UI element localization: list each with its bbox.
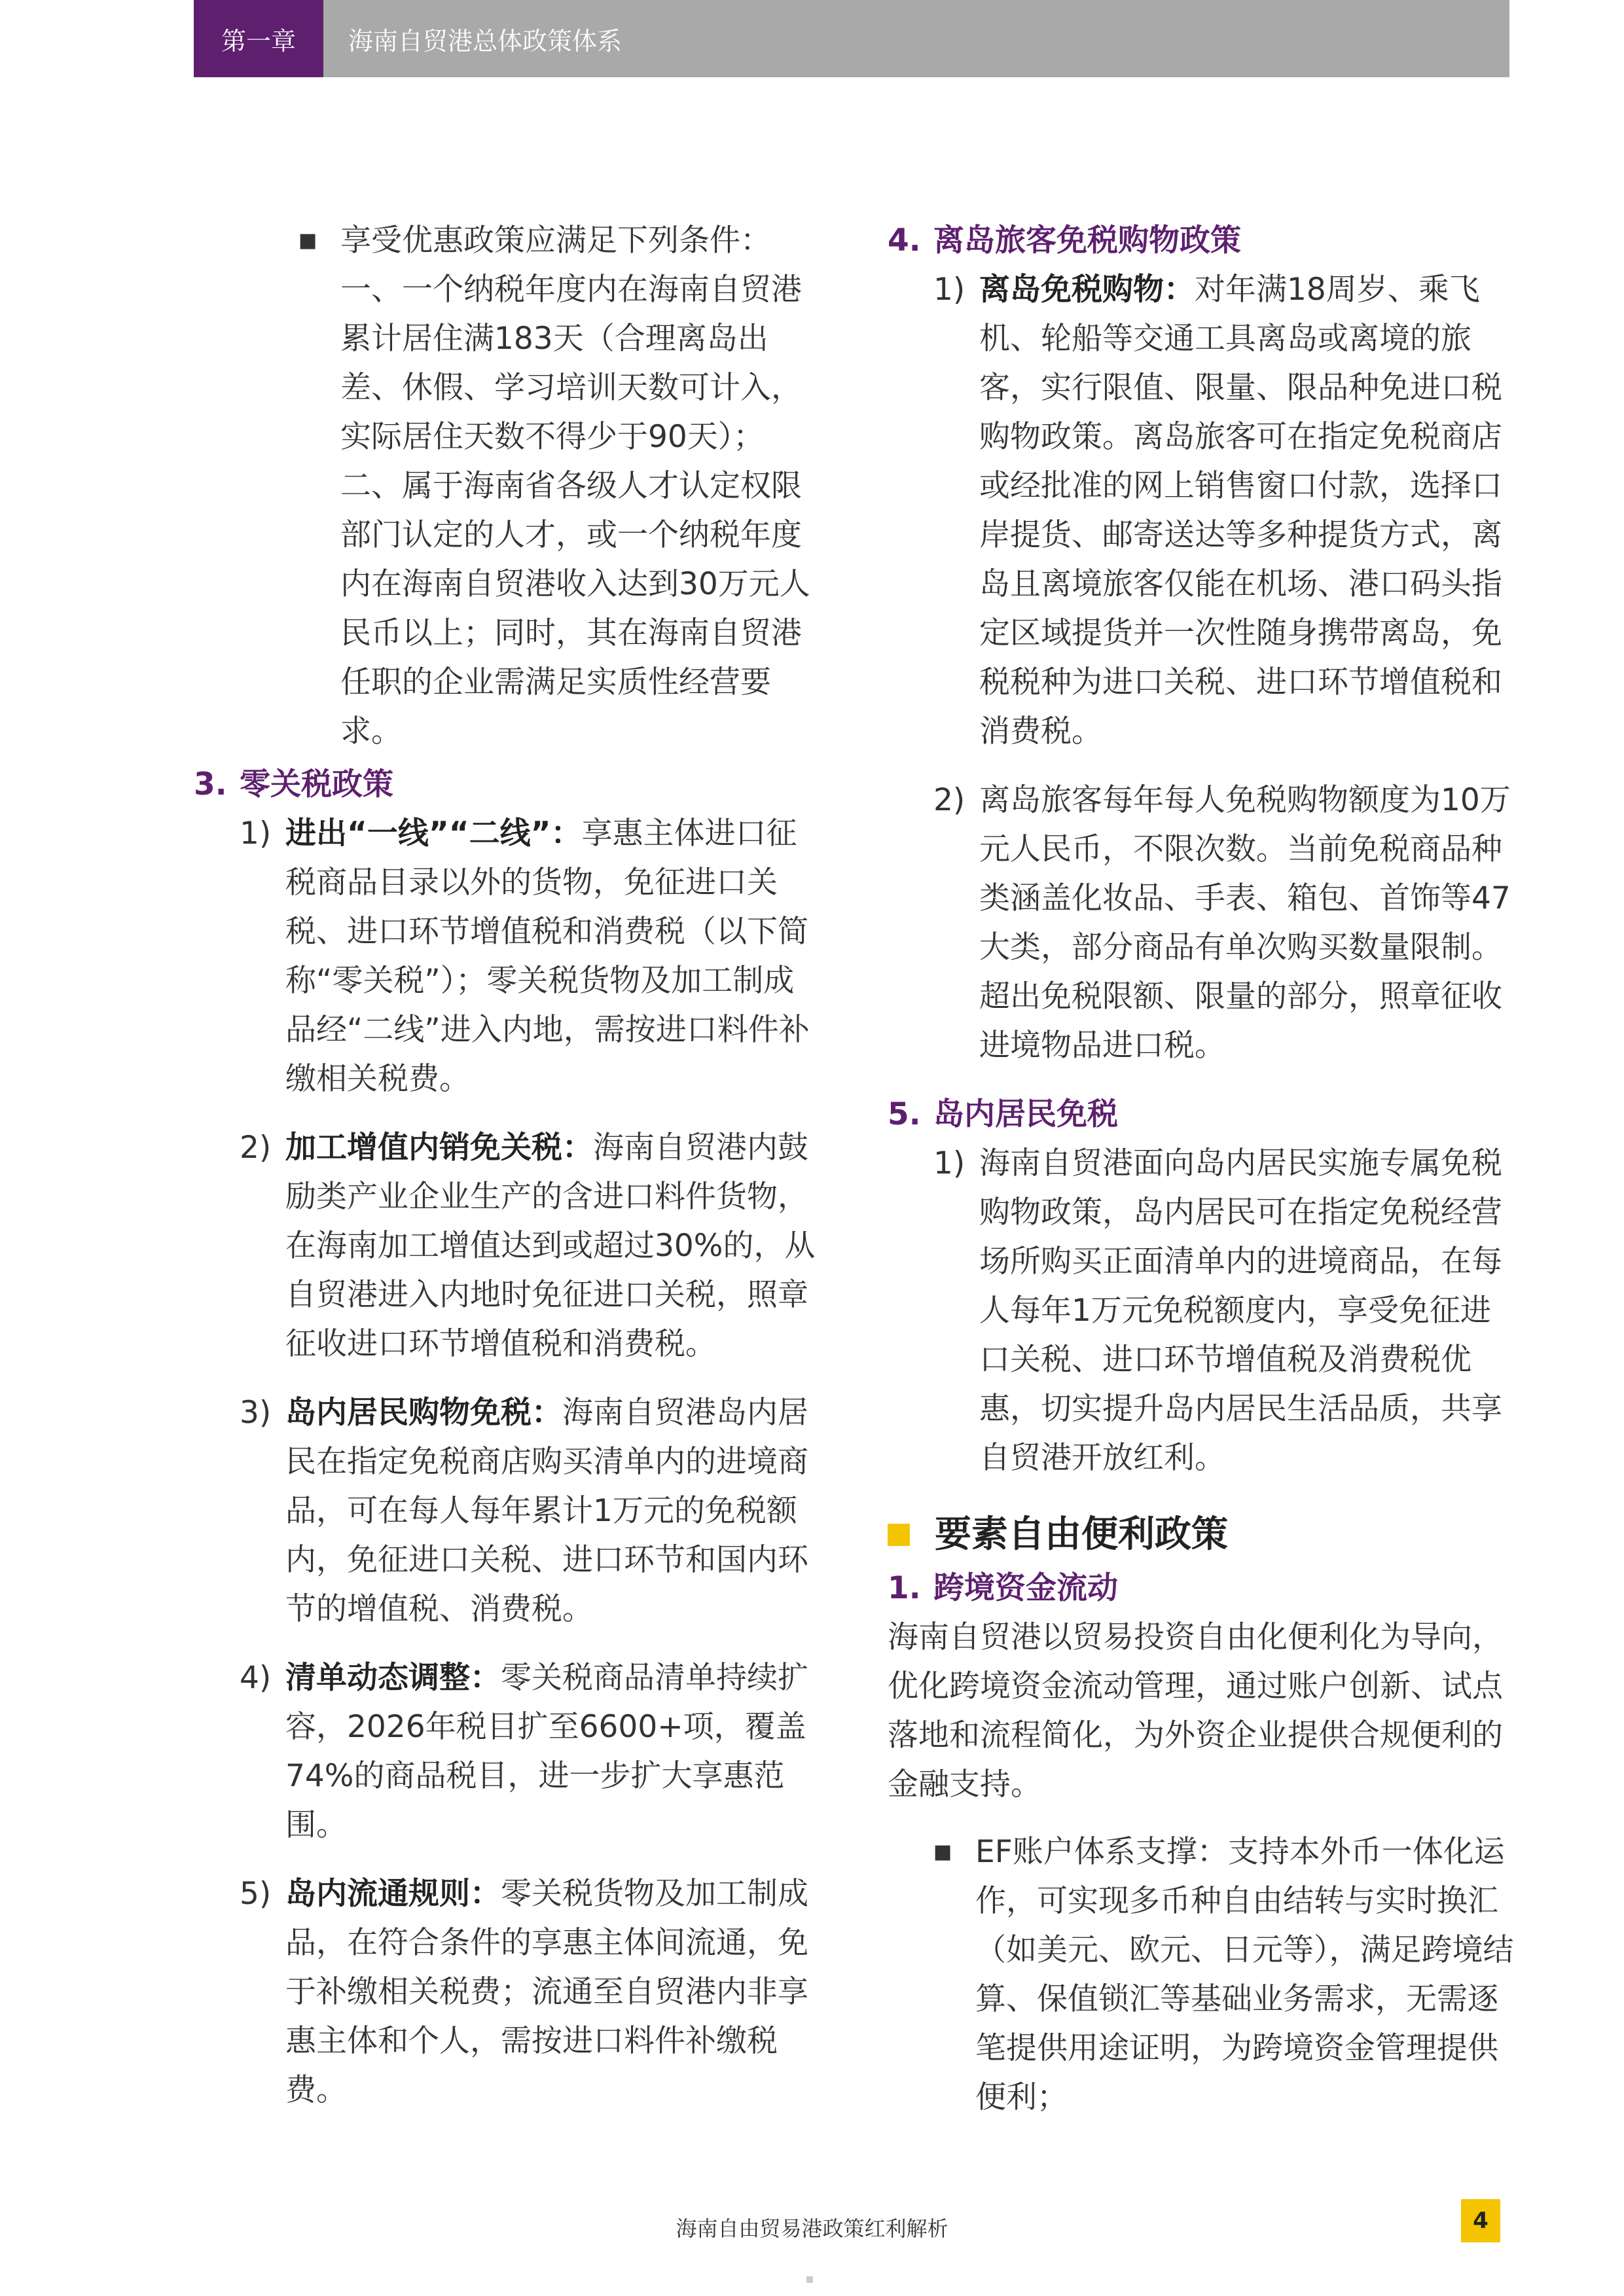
bullet-icon: ■	[298, 229, 317, 252]
list-item	[933, 265, 1516, 756]
eligibility-bullet	[298, 216, 822, 756]
list-item	[240, 1123, 822, 1369]
item-number: 4)	[240, 1660, 272, 1696]
footer-title: 海南自由贸易港政策红利解析	[676, 2216, 948, 2241]
right-column	[888, 216, 1516, 2122]
item-number: 1)	[933, 1145, 965, 1181]
chapter-title: 海南自贸港总体政策体系	[348, 26, 623, 56]
subheading-number: 4.	[888, 223, 921, 259]
page-number: 4	[1461, 2199, 1500, 2242]
section-square-icon	[888, 1524, 910, 1546]
subheading-duty-free-shopping	[888, 216, 1516, 265]
list-item	[933, 1139, 1516, 1482]
ef-account-bullet	[933, 1827, 1516, 2122]
bullet-icon: ■	[933, 1840, 952, 1863]
subheading-number: 3.	[194, 766, 227, 802]
item-heading: 加工增值内销免关税：	[285, 1130, 593, 1166]
subheading-number: 5.	[888, 1096, 921, 1132]
list-item	[240, 809, 822, 1103]
item-text: 零关税商品清单持续扩容，2026年税目扩至6600+项，覆盖74%的商品税目，进一步扩大享惠范围。	[285, 1660, 808, 1843]
body-paragraph: 海南自贸港以贸易投资自由化便利化为导向，优化跨境资金流动管理，通过账户创新、试点落地和流程简化，为外资企业提供合规便利的金融支持。	[888, 1619, 1503, 1803]
item-heading: 岛内流通规则：	[285, 1876, 501, 1912]
item-text: 享惠主体进口征税商品目录以外的货物，免征进口关税、进口环节增值税和消费税（以下简称“零关税”）；零关税货物及加工制成品经“二线”进入内地，需按进口料件补缴相关税费。	[285, 816, 810, 1097]
subheading-number: 1.	[888, 1570, 921, 1606]
item-text: 离岛旅客每年每人免税购物额度为10万元人民币，不限次数。当前免税商品种类涵盖化妆品、手表、箱包、首饰等47大类，部分商品有单次购买数量限制。超出免税限额、限量的部分，照章征收进境物品进口税。	[979, 782, 1511, 1064]
item-heading: 进出“一线”“二线”：	[285, 816, 582, 852]
item-text: 海南自贸港岛内居民在指定免税商店购买清单内的进境商品，可在每人每年累计1万元的免税额内，免征进口关税、进口环节和国内环节的增值税、消费税。	[285, 1395, 808, 1627]
section-heading	[888, 1509, 1516, 1561]
subheading-title: 零关税政策	[240, 766, 393, 802]
item-number: 1)	[240, 816, 272, 852]
item-text: 对年满18周岁、乘飞机、轮船等交通工具离岛或离境的旅客，实行限值、限量、限品种免进口税购物政策。离岛旅客可在指定免税商店或经批准的网上销售窗口付款，选择口岸提货、邮寄送达等多种提货方式，离岛且离境旅客仅能在机场、港口码头指定区域提货并一次性随身携带离岛，免税税种为进口关税、进口环节增值税和消费税。	[979, 272, 1502, 749]
item-number: 3)	[240, 1395, 272, 1431]
footer-mark	[806, 2276, 813, 2283]
left-column	[194, 216, 822, 2134]
page-header	[194, 0, 1509, 77]
item-heading: 离岛免税购物：	[979, 272, 1195, 308]
item-number: 2)	[933, 782, 965, 818]
subheading-title: 跨境资金流动	[933, 1570, 1118, 1606]
section-title: 要素自由便利政策	[935, 1513, 1228, 1556]
item-number: 1)	[933, 272, 965, 308]
subheading-cross-border-capital	[888, 1564, 1516, 1613]
bullet-text: EF账户体系支撑：支持本外币一体化运作，可实现多币种自由结转与实时换汇（如美元、欧元、日元等），满足跨境结算、保值锁汇等基础业务需求，无需逐笔提供用途证明，为跨境资金管理提供便利；	[975, 1834, 1514, 2115]
item-heading: 清单动态调整：	[285, 1660, 501, 1696]
item-text: 海南自贸港面向岛内居民实施专属免税购物政策，岛内居民可在指定免税经营场所购买正面清单内的进境商品，在每人每年1万元免税额度内，享受免征进口关税、进口环节增值税及消费税优惠，切实提升岛内居民生活品质，共享自贸港开放红利。	[979, 1145, 1502, 1476]
subheading-title: 岛内居民免税	[933, 1096, 1118, 1132]
list-item	[933, 776, 1516, 1070]
list-item	[240, 1388, 822, 1634]
subheading-title: 离岛旅客免税购物政策	[933, 223, 1241, 259]
list-item	[240, 1869, 822, 2115]
chapter-label: 第一章	[194, 0, 323, 77]
item-number: 2)	[240, 1130, 272, 1166]
item-number: 5)	[240, 1876, 272, 1912]
item-heading: 岛内居民购物免税：	[285, 1395, 562, 1431]
subheading-zero-tariff	[194, 760, 822, 809]
item-text: 零关税货物及加工制成品，在符合条件的享惠主体间流通，免于补缴相关税费；流通至自贸港内非享惠主体和个人，需按进口料件补缴税费。	[285, 1876, 808, 2108]
subheading-resident-duty-free	[888, 1090, 1516, 1139]
list-item	[240, 1653, 822, 1850]
item-text: 海南自贸港内鼓励类产业企业生产的含进口料件货物，在海南加工增值达到或超过30%的，从自贸港进入内地时免征进口关税，照章征收进口环节增值税和消费税。	[285, 1130, 816, 1362]
bullet-text: 享受优惠政策应满足下列条件：一、一个纳税年度内在海南自贸港累计居住满183天（合理离岛出差、休假、学习培训天数可计入，实际居住天数不得少于90天）；二、属于海南省各级人才认定权限部门认定的人才，或一个纳税年度内在海南自贸港收入达到30万元人民币以上；同时，其在海南自贸港任职的企业需满足实质性经营要求。	[340, 223, 810, 749]
